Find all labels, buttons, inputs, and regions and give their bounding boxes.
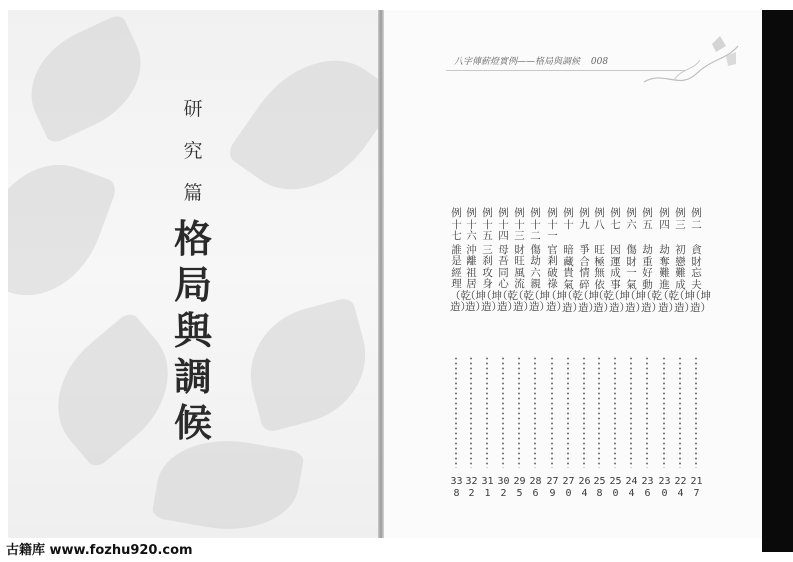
header-title: 八字傳薪燈實例——格局與調候 — [454, 57, 581, 67]
toc-entry-title: 沖離祖居（坤造） — [465, 243, 486, 313]
toc-entry-page: 264 — [578, 476, 591, 499]
toc-entry-title: 劫重好動（乾造） — [641, 244, 662, 314]
toc-leader-dots — [583, 356, 585, 468]
toc-entry-page: 230 — [658, 476, 671, 499]
chapter-title: 格局與調候 — [173, 216, 212, 445]
toc-entry-title: 財旺風流（乾造） — [513, 243, 534, 313]
toc-leader-dots — [598, 356, 600, 468]
toc-leader-dots — [470, 356, 472, 468]
flourish-ornament — [634, 30, 744, 100]
toc-leader-dots — [502, 356, 504, 468]
toc-entry-page: 295 — [513, 476, 526, 499]
toc-entry-label: 例二 — [691, 207, 702, 231]
toc-leader-dots — [663, 356, 665, 468]
toc-entry-page: 270 — [562, 476, 575, 499]
toc-entry-title: 官剎破祿（坤造） — [546, 243, 567, 313]
toc-entry-label: 例十六 — [466, 207, 477, 242]
toc-entry-label: 例十 — [563, 207, 574, 231]
toc-entry-label: 例四 — [659, 207, 670, 231]
toc-entry-page: 279 — [546, 476, 559, 499]
toc-entry-title: 母吾同心（乾造） — [497, 243, 518, 313]
toc-entry-title: 貪財忘夫（坤造） — [690, 244, 711, 314]
leaf-decoration — [13, 13, 160, 145]
toc-entry-label: 例九 — [579, 207, 590, 231]
toc-entry-title: 暗藏貴氣（乾造） — [562, 244, 583, 314]
toc-entry-page: 224 — [674, 476, 687, 499]
toc-entry-title: 傷劫六親（坤造） — [529, 243, 550, 313]
leaf-decoration — [236, 296, 380, 433]
toc-entry-label: 例七 — [610, 207, 621, 231]
toc-entry-label: 例六 — [626, 207, 637, 231]
site-watermark: 古籍库 www.fozhu920.com — [6, 543, 193, 558]
toc-entry-title: 初戀難成（坤造） — [674, 244, 695, 314]
toc-entry-label: 例十七 — [451, 207, 462, 242]
toc-entry-label: 例八 — [594, 207, 605, 231]
toc-leader-dots — [486, 356, 488, 468]
toc-entry-page: 286 — [529, 476, 542, 499]
toc-entry-page: 302 — [497, 476, 510, 499]
toc-leader-dots — [679, 356, 681, 468]
section-title: 研究篇 — [183, 98, 203, 204]
toc-entry-page: 244 — [625, 476, 638, 499]
toc-entry-label: 例十五 — [482, 207, 493, 242]
toc-entry-page: 217 — [690, 476, 703, 499]
toc-entry-label: 例十一 — [547, 207, 558, 242]
toc-entry-page: 322 — [465, 476, 478, 499]
toc-leader-dots — [614, 356, 616, 468]
toc-leader-dots — [567, 356, 569, 468]
toc-entry-label: 例三 — [675, 207, 686, 231]
scan-edge — [762, 10, 793, 552]
toc-leader-dots — [518, 356, 520, 468]
toc-leader-dots — [695, 356, 697, 468]
toc-entry-page: 311 — [481, 476, 494, 499]
toc-entry-page: 338 — [450, 476, 463, 499]
toc-entry-title: 三刹攻身（坤造） — [481, 243, 502, 313]
toc-entry-title: 誰是經理（乾造） — [450, 243, 471, 313]
toc-leader-dots — [455, 356, 457, 468]
toc-entry-title: 旺極無依（乾造） — [593, 244, 614, 314]
leaf-decoration — [225, 32, 380, 218]
toc-entry-label: 例五 — [642, 207, 653, 231]
toc-leader-dots — [630, 356, 632, 468]
toc-entry-label: 例十四 — [498, 207, 509, 242]
toc-entry-label: 例十三 — [514, 207, 525, 242]
toc-entry-page: 250 — [609, 476, 622, 499]
leaf-decoration — [8, 145, 119, 314]
running-header — [454, 54, 608, 67]
toc-entry-page: 236 — [641, 476, 654, 499]
toc-entry[interactable] — [450, 207, 471, 499]
toc-leader-dots — [534, 356, 536, 468]
toc-entry-page: 258 — [593, 476, 606, 499]
toc-entry-label: 例十二 — [530, 207, 541, 242]
toc-entry-title: 因運成事（坤造） — [609, 244, 630, 314]
toc-leader-dots — [646, 356, 648, 468]
toc-leader-dots — [551, 356, 553, 468]
toc-entry-title: 劫奪難進（乾造） — [658, 244, 679, 314]
toc-entry-title: 爭合情碎（坤造） — [578, 244, 599, 314]
page-number: 008 — [590, 57, 609, 67]
toc-entry-title: 傷財一氣（坤造） — [625, 244, 646, 314]
